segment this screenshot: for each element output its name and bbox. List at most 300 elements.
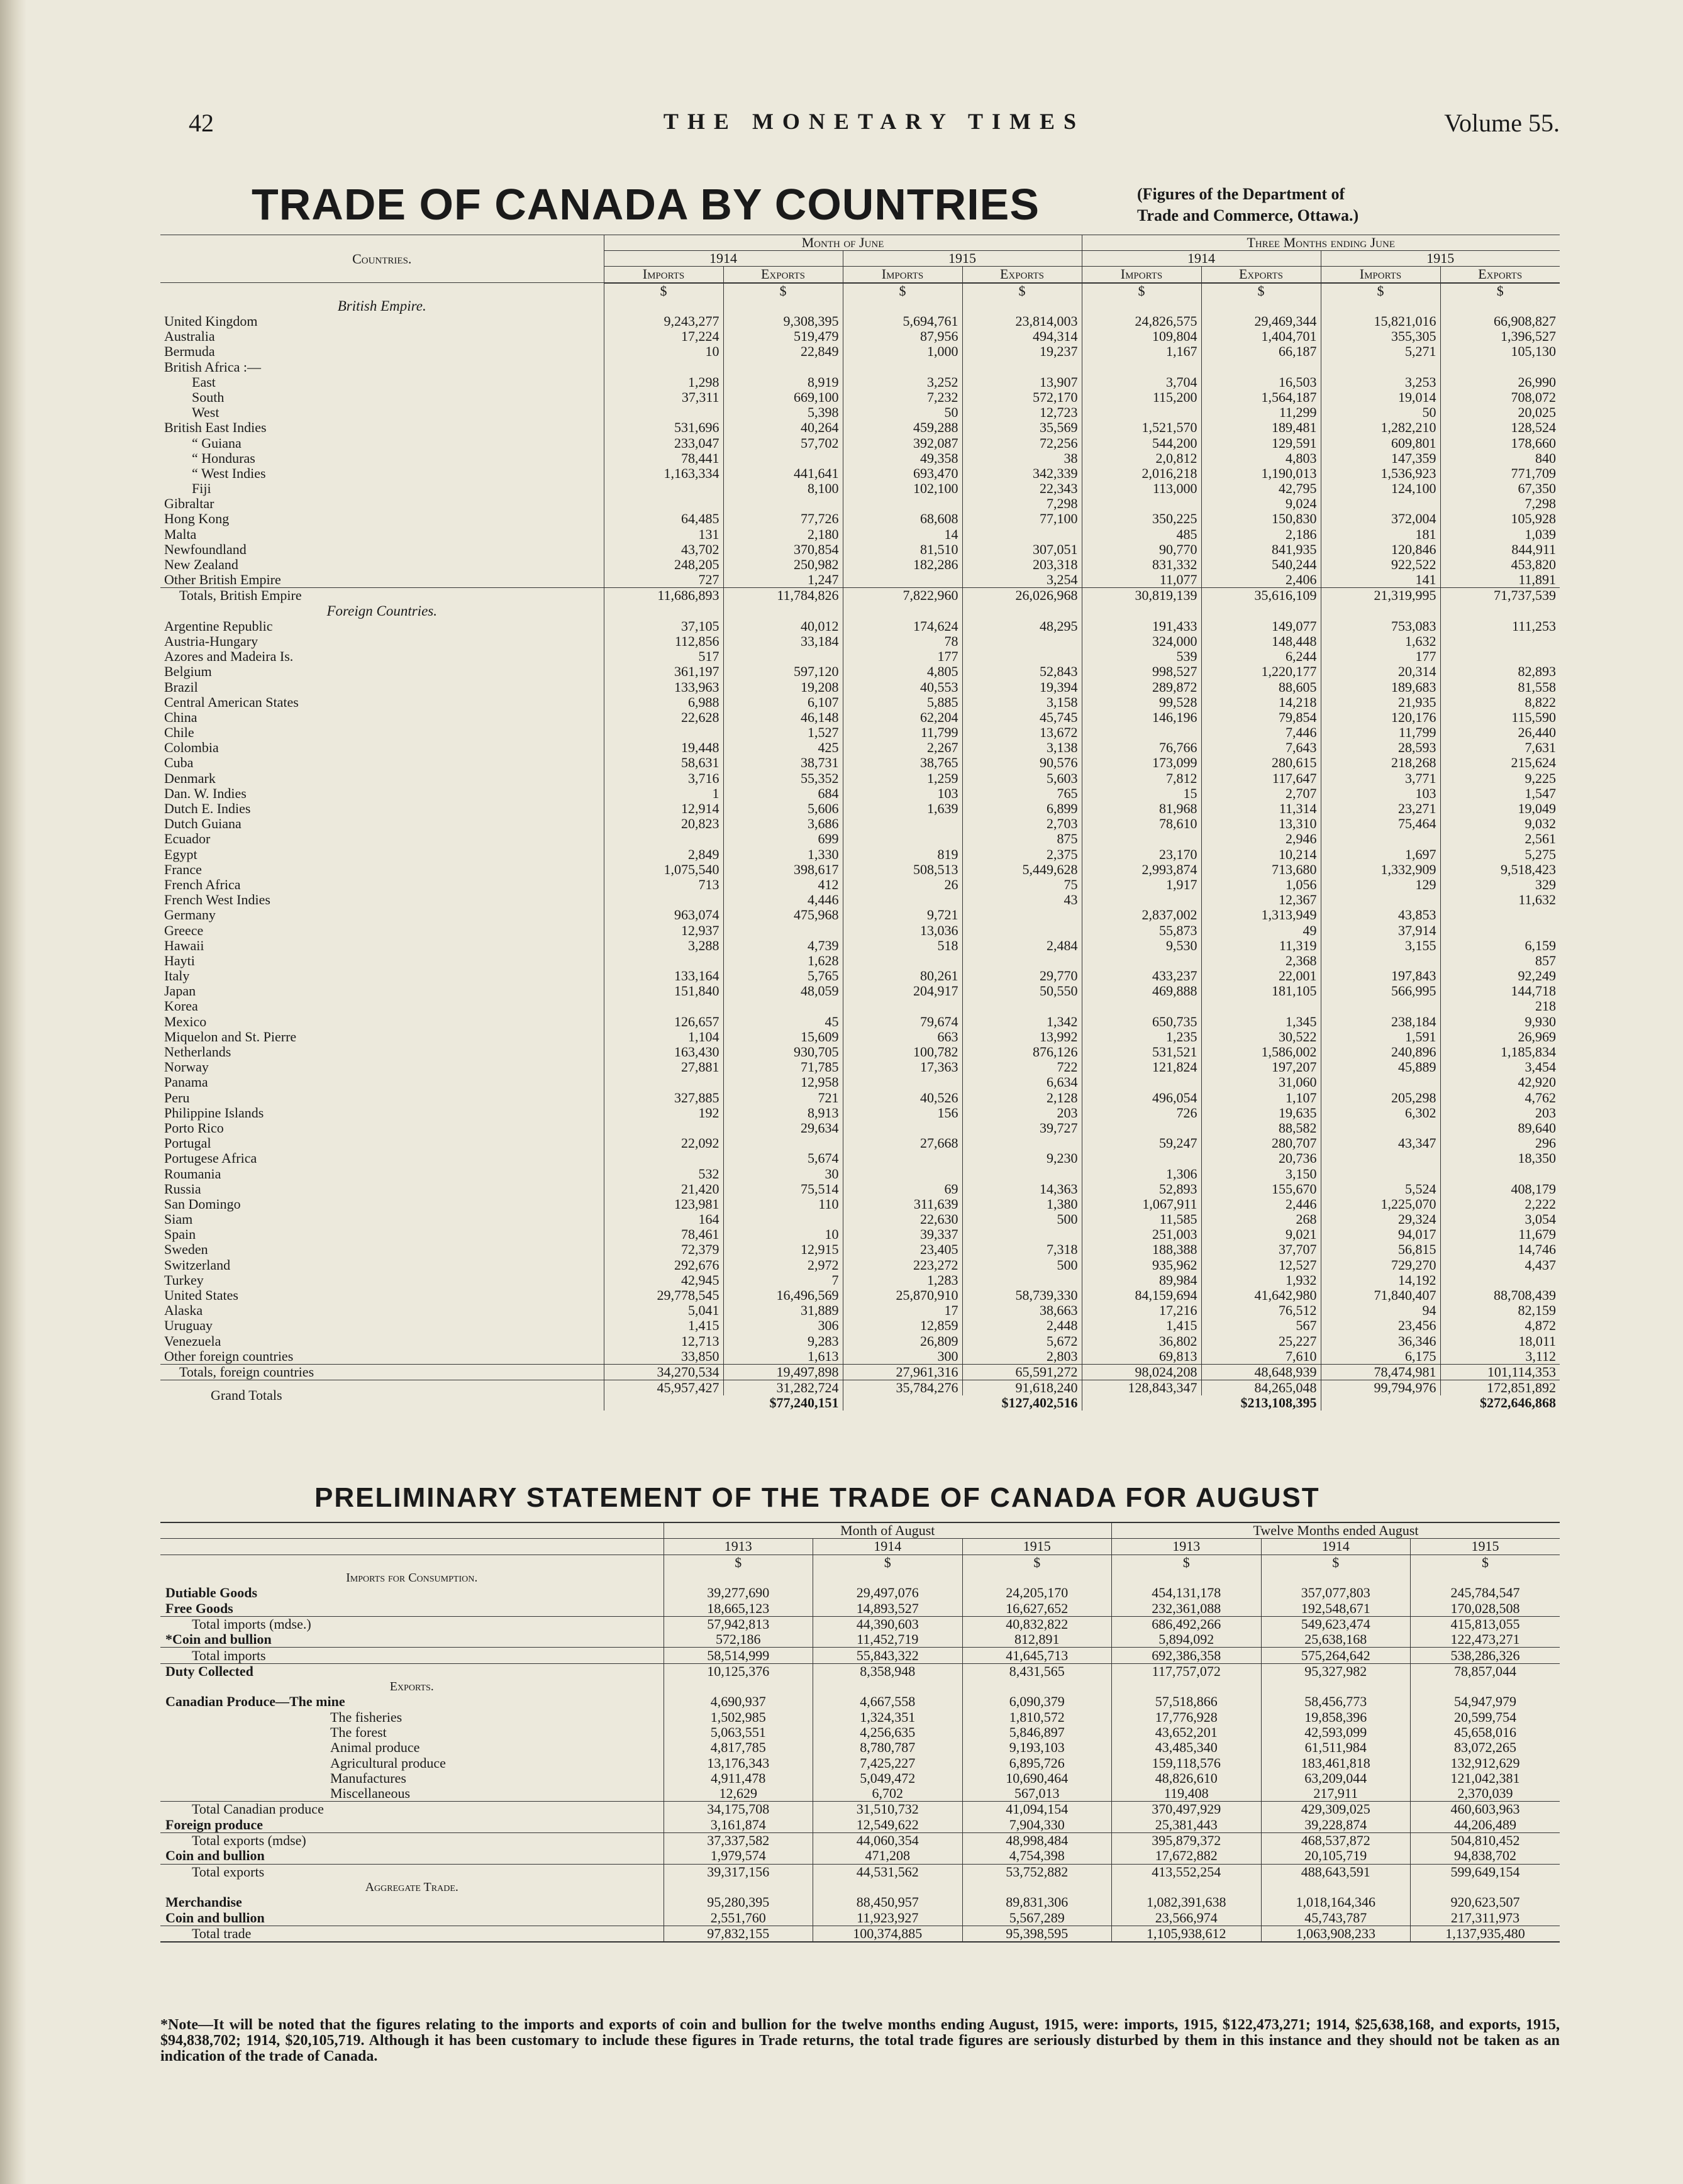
table-row	[160, 405, 1560, 420]
table-cell: 40,012	[723, 619, 843, 634]
year-header: 1914	[1261, 1539, 1411, 1555]
table-cell: 75,464	[1321, 816, 1440, 831]
table-cell-blank	[1440, 299, 1560, 314]
table-row	[160, 1288, 1560, 1303]
table-cell	[604, 360, 723, 375]
table-cell: 57,942,813	[664, 1616, 813, 1632]
table-cell: 566,995	[1321, 984, 1440, 999]
table-cell: 5,672	[962, 1334, 1082, 1349]
table-cell: 109,804	[1082, 329, 1201, 344]
table-cell: 14	[843, 527, 962, 542]
table-cell: 129,591	[1201, 435, 1321, 450]
table-cell: 88,450,957	[813, 1895, 963, 1910]
total-row	[160, 1864, 1560, 1880]
table-cell	[843, 892, 962, 907]
table-cell: 7,631	[1440, 740, 1560, 755]
table-cell: 5,606	[723, 801, 843, 816]
combined-total: $127,402,516	[843, 1395, 1082, 1411]
table-cell: 121,824	[1082, 1060, 1201, 1075]
table-cell: 19,014	[1321, 390, 1440, 405]
table-cell: 99,794,976	[1321, 1380, 1440, 1396]
table-cell	[1440, 360, 1560, 375]
table-cell: 42,593,099	[1261, 1725, 1411, 1740]
table-cell: 8,919	[723, 375, 843, 390]
table-cell: 9,193,103	[962, 1740, 1112, 1755]
country-name: French Africa	[164, 877, 241, 892]
table-cell: 110	[723, 1197, 843, 1212]
footnote: *Note—It will be noted that the figures relating to the imports and exports of coin and bullion for the twelve months ending August, 1915, were: imports, 1915, $122,473,271; 1914, $25,638,168, and exports, 1915, $94,838,702; 1914, $20,105,719. Although it has been customary to include these figures in Trade returns, the total trade figures are seriously disturbed by them in this instance and they should not be taken as an indication of the trade of Canada.	[160, 2017, 1560, 2065]
trade-by-countries-body	[160, 283, 1560, 1411]
table-cell	[1321, 360, 1440, 375]
country-name: Argentine Republic	[164, 618, 273, 634]
section-heading: Imports for Consumption.	[346, 1571, 478, 1585]
table-cell	[1321, 1166, 1440, 1181]
table-cell: 84,265,048	[1201, 1380, 1321, 1396]
country-name: Roumania	[164, 1166, 221, 1182]
table-cell: 2,375	[962, 847, 1082, 862]
table-cell	[1082, 1121, 1201, 1136]
table-cell: 48,826,610	[1112, 1771, 1262, 1786]
country-name: France	[164, 862, 202, 877]
table-cell: 23,814,003	[962, 314, 1082, 329]
table-cell: 41,645,713	[962, 1648, 1112, 1663]
table-cell: 19,208	[723, 679, 843, 694]
country-name: Portugese Africa	[164, 1151, 257, 1167]
table-cell: 5,041	[604, 1303, 723, 1318]
header-row-periods	[160, 235, 1560, 251]
totals-row	[160, 1364, 1560, 1380]
table-cell	[723, 451, 843, 466]
row-label: Dutiable Goods	[165, 1585, 258, 1601]
table-cell: 66,187	[1201, 344, 1321, 359]
table-cell: 151,840	[604, 984, 723, 999]
table-cell	[962, 1136, 1082, 1151]
table-row	[160, 1755, 1560, 1770]
table-cell	[962, 999, 1082, 1014]
table-cell: 65,591,272	[962, 1364, 1082, 1380]
table-cell: 41,642,980	[1201, 1288, 1321, 1303]
table-cell: 307,051	[962, 542, 1082, 557]
table-cell: 765	[962, 786, 1082, 801]
table-cell: 9,230	[962, 1151, 1082, 1166]
table-cell: 844,911	[1440, 542, 1560, 557]
table-cell: 11,452,719	[813, 1632, 963, 1648]
table-row	[160, 1740, 1560, 1755]
table-cell: 15	[1082, 786, 1201, 801]
table-row	[160, 360, 1560, 375]
table-cell: 2,186	[1201, 527, 1321, 542]
table-cell	[604, 831, 723, 846]
table-row	[160, 1166, 1560, 1181]
table-cell: 76,512	[1201, 1303, 1321, 1318]
table-cell: 19,237	[962, 344, 1082, 359]
table-cell: 177	[843, 649, 962, 664]
table-cell	[962, 634, 1082, 649]
row-label-blank	[160, 1555, 664, 1570]
table-cell	[843, 1166, 962, 1181]
country-name: Central American States	[164, 694, 299, 710]
table-cell: 4,872	[1440, 1318, 1560, 1333]
table-cell: 30,819,139	[1082, 588, 1201, 604]
table-cell-blank	[604, 299, 723, 314]
table-cell: 699	[723, 831, 843, 846]
table-cell: 1,591	[1321, 1029, 1440, 1045]
table-cell: 19,049	[1440, 801, 1560, 816]
table-cell: 88,582	[1201, 1121, 1321, 1136]
table-cell	[1082, 953, 1201, 968]
country-name: Egypt	[164, 846, 197, 862]
table-cell: 454,131,178	[1112, 1585, 1262, 1600]
table-cell: 2,803	[962, 1349, 1082, 1365]
table-row	[160, 831, 1560, 846]
table-row	[160, 892, 1560, 907]
table-cell: 300	[843, 1349, 962, 1365]
table-cell: 39,317,156	[664, 1864, 813, 1880]
exports-header: Exports	[1440, 267, 1560, 283]
total-row	[160, 1832, 1560, 1848]
country-name: Switzerland	[164, 1257, 231, 1273]
country-name: Newfoundland	[164, 541, 247, 557]
table-cell: 1,536,923	[1321, 466, 1440, 481]
table-cell: 425	[723, 740, 843, 755]
table-cell: 87,956	[843, 329, 962, 344]
table-cell: 1,932	[1201, 1273, 1321, 1288]
table-row	[160, 923, 1560, 938]
section-heading: British Empire.	[337, 298, 426, 314]
table-row	[160, 1227, 1560, 1242]
dollar-sign: $	[1440, 283, 1560, 299]
country-name: Bermuda	[164, 344, 215, 360]
table-cell	[962, 1227, 1082, 1242]
table-cell: 12,629	[664, 1786, 813, 1802]
table-cell: 54,947,979	[1411, 1694, 1560, 1709]
table-cell: 203	[962, 1106, 1082, 1121]
table-cell: 14,893,527	[813, 1600, 963, 1616]
table-cell: 3,716	[604, 771, 723, 786]
table-cell: 1,082,391,638	[1112, 1895, 1262, 1910]
table-cell: 1,063,908,233	[1261, 1926, 1411, 1942]
table-cell: 21,319,995	[1321, 588, 1440, 604]
table-cell	[843, 831, 962, 846]
section-heading: Aggregate Trade.	[365, 1880, 458, 1894]
table-cell: 812,891	[962, 1632, 1112, 1648]
table-cell: 5,271	[1321, 344, 1440, 359]
table-cell: 2,128	[962, 1090, 1082, 1106]
table-cell: 189,481	[1201, 420, 1321, 435]
table-cell: 26	[843, 877, 962, 892]
august-trade-body	[160, 1555, 1560, 1942]
table-cell: 1,547	[1440, 786, 1560, 801]
table-cell: 1,163,334	[604, 466, 723, 481]
table-cell	[604, 405, 723, 420]
table-cell: 23,405	[843, 1242, 962, 1257]
table-cell	[1201, 999, 1321, 1014]
section-heading: Foreign Countries.	[326, 603, 437, 619]
table-cell: 81,968	[1082, 801, 1201, 816]
table-cell: 205,298	[1321, 1090, 1440, 1106]
table-cell: 471,208	[813, 1848, 963, 1864]
table-row	[160, 725, 1560, 740]
year-header: 1914	[604, 251, 843, 267]
table-cell: 44,060,354	[813, 1832, 963, 1848]
table-cell: 1,056	[1201, 877, 1321, 892]
table-row	[160, 344, 1560, 359]
table-cell: 721	[723, 1090, 843, 1106]
table-row	[160, 695, 1560, 710]
year-header: 1915	[1411, 1539, 1560, 1555]
table-cell	[604, 999, 723, 1014]
table-cell: 113,000	[1082, 481, 1201, 496]
running-head	[189, 108, 1560, 146]
section-heading-row	[160, 1679, 1560, 1694]
country-name: Netherlands	[164, 1044, 231, 1060]
table-cell: 197,207	[1201, 1060, 1321, 1075]
table-cell-blank	[723, 299, 843, 314]
table-cell: 37,311	[604, 390, 723, 405]
table-cell: 475,968	[723, 907, 843, 923]
table-cell: 684	[723, 786, 843, 801]
table-cell: 342,339	[962, 466, 1082, 481]
table-cell: 7,610	[1201, 1349, 1321, 1365]
table-cell: 4,817,785	[664, 1740, 813, 1755]
country-name: Cuba	[164, 755, 194, 771]
table-row	[160, 786, 1560, 801]
table-cell: 112,856	[604, 634, 723, 649]
table-cell: 1,639	[843, 801, 962, 816]
table-cell: 5,846,897	[962, 1725, 1112, 1740]
table-cell: 52,843	[962, 664, 1082, 679]
table-cell: 24,205,170	[962, 1585, 1112, 1600]
table-cell: 5,674	[723, 1151, 843, 1166]
table-cell: 395,879,372	[1112, 1832, 1262, 1848]
table-cell	[1440, 1166, 1560, 1181]
table-cell-blank	[1112, 1679, 1262, 1694]
table-cell: 663	[843, 1029, 962, 1045]
table-cell: 76,766	[1082, 740, 1201, 755]
august-header-blank	[160, 1539, 664, 1555]
table-cell: 55,352	[723, 771, 843, 786]
table-cell: 453,820	[1440, 557, 1560, 572]
table-cell: 42,945	[604, 1273, 723, 1288]
table-cell: 504,810,452	[1411, 1832, 1560, 1848]
country-name: New Zealand	[164, 557, 238, 573]
table-cell: 77,100	[962, 511, 1082, 526]
table-row	[160, 1318, 1560, 1333]
table-cell: 686,492,266	[1112, 1616, 1262, 1632]
table-cell: 132,912,629	[1411, 1755, 1560, 1770]
table-cell: 22,849	[723, 344, 843, 359]
table-cell	[962, 649, 1082, 664]
table-cell: 930,705	[723, 1045, 843, 1060]
source-note-line-2: Trade and Commerce, Ottawa.)	[1137, 206, 1359, 224]
table-cell: 22,630	[843, 1212, 962, 1227]
table-cell: 6,244	[1201, 649, 1321, 664]
table-row	[160, 740, 1560, 755]
table-cell	[1321, 953, 1440, 968]
table-cell-blank	[813, 1679, 963, 1694]
table-cell: 5,603	[962, 771, 1082, 786]
table-cell: 485	[1082, 527, 1201, 542]
table-cell: 538,286,326	[1411, 1648, 1560, 1663]
table-cell	[1082, 892, 1201, 907]
exports-header: Exports	[1201, 267, 1321, 283]
table-cell: 31,282,724	[723, 1380, 843, 1396]
table-cell: 692,386,358	[1112, 1648, 1262, 1663]
country-name: Russia	[164, 1181, 201, 1197]
table-cell: 3,150	[1201, 1166, 1321, 1181]
table-cell: 9,243,277	[604, 314, 723, 329]
table-cell: 1,502,985	[664, 1710, 813, 1725]
table-cell: 117,757,072	[1112, 1663, 1262, 1679]
table-cell: 49	[1201, 923, 1321, 938]
totals-label: Totals, foreign countries	[160, 1364, 604, 1380]
table-cell: 78,441	[604, 451, 723, 466]
table-cell	[1082, 1151, 1201, 1166]
row-label: The fisheries	[330, 1709, 403, 1725]
table-cell: 45	[723, 1014, 843, 1029]
table-row	[160, 390, 1560, 405]
table-cell: 1,342	[962, 1014, 1082, 1029]
table-cell	[843, 1121, 962, 1136]
table-cell: 82,159	[1440, 1303, 1560, 1318]
table-cell: 192	[604, 1106, 723, 1121]
table-cell: 1,380	[962, 1197, 1082, 1212]
table-cell: 19,448	[604, 740, 723, 755]
table-cell: 3,112	[1440, 1349, 1560, 1365]
table-cell: 9,530	[1082, 938, 1201, 953]
table-cell: 5,765	[723, 968, 843, 984]
table-cell: 144,718	[1440, 984, 1560, 999]
table-cell: 79,854	[1201, 710, 1321, 725]
table-cell: 441,641	[723, 466, 843, 481]
table-cell: 88,605	[1201, 679, 1321, 694]
dollar-sign: $	[664, 1555, 813, 1570]
table-cell: 37,337,582	[664, 1832, 813, 1848]
country-name: Australia	[164, 329, 215, 345]
dollar-sign: $	[1082, 283, 1201, 299]
table-cell: 115,200	[1082, 390, 1201, 405]
table-cell	[1440, 1273, 1560, 1288]
table-cell: 5,694,761	[843, 314, 962, 329]
table-cell: 26,440	[1440, 725, 1560, 740]
dollar-sign: $	[723, 283, 843, 299]
table-cell: 22,628	[604, 710, 723, 725]
table-cell: 1,586,002	[1201, 1045, 1321, 1060]
table-cell-blank	[664, 1679, 813, 1694]
table-cell-blank	[1112, 1570, 1262, 1585]
table-cell-blank	[962, 1880, 1112, 1895]
table-cell: 16,503	[1201, 375, 1321, 390]
table-cell: 1,220,177	[1201, 664, 1321, 679]
table-cell: 361,197	[604, 664, 723, 679]
table-cell: 62,204	[843, 710, 962, 725]
table-cell: 13,672	[962, 725, 1082, 740]
country-name: Hawaii	[164, 938, 204, 953]
row-label: Merchandise	[165, 1895, 242, 1910]
table-cell: 181,105	[1201, 984, 1321, 999]
table-cell: 94,017	[1321, 1227, 1440, 1242]
table-cell: 75	[962, 877, 1082, 892]
table-cell-blank	[1440, 604, 1560, 619]
table-cell: 155,670	[1201, 1182, 1321, 1197]
table-cell: 2,368	[1201, 953, 1321, 968]
table-cell: 29,497,076	[813, 1585, 963, 1600]
table-cell: 29,324	[1321, 1212, 1440, 1227]
table-cell: 21,935	[1321, 695, 1440, 710]
table-cell: 38,663	[962, 1303, 1082, 1318]
table-cell: 88,708,439	[1440, 1288, 1560, 1303]
source-note	[1137, 184, 1527, 226]
table-cell: 50,550	[962, 984, 1082, 999]
table-cell: 215,624	[1440, 755, 1560, 770]
table-cell: 857	[1440, 953, 1560, 968]
table-cell: 1,521,570	[1082, 420, 1201, 435]
table-row	[160, 664, 1560, 679]
table-cell: 4,256,635	[813, 1725, 963, 1740]
table-cell: 1,527	[723, 725, 843, 740]
table-cell: 496,054	[1082, 1090, 1201, 1106]
table-cell: 40,264	[723, 420, 843, 435]
country-name: French West Indies	[164, 892, 270, 908]
table-cell: 29,634	[723, 1121, 843, 1136]
country-name: Mexico	[164, 1014, 207, 1029]
table-cell: 203,318	[962, 557, 1082, 572]
table-cell: 148,448	[1201, 634, 1321, 649]
table-cell: 3,155	[1321, 938, 1440, 953]
table-cell: 12,713	[604, 1334, 723, 1349]
table-cell: 10	[723, 1227, 843, 1242]
table-cell: 324,000	[1082, 634, 1201, 649]
table-cell: 23,170	[1082, 847, 1201, 862]
table-cell-blank	[723, 604, 843, 619]
table-cell: 1,190,013	[1201, 466, 1321, 481]
table-cell: 48,648,939	[1201, 1364, 1321, 1380]
table-cell: 28,593	[1321, 740, 1440, 755]
table-cell-blank	[962, 604, 1082, 619]
country-name: Venezuela	[164, 1333, 221, 1349]
table-cell: 306	[723, 1318, 843, 1333]
table-cell	[604, 1075, 723, 1090]
row-label: Total trade	[160, 1926, 664, 1942]
table-cell	[962, 1166, 1082, 1181]
table-cell: 3,161,874	[664, 1817, 813, 1833]
table-cell: 572,170	[962, 390, 1082, 405]
table-cell: 7,298	[962, 496, 1082, 511]
table-cell: 92,249	[1440, 968, 1560, 984]
table-cell: 11,923,927	[813, 1910, 963, 1926]
dollar-sign: $	[813, 1555, 963, 1570]
table-cell: 43,347	[1321, 1136, 1440, 1151]
table-cell: 173,099	[1082, 755, 1201, 770]
table-cell: 95,398,595	[962, 1926, 1112, 1942]
table-cell: 4,690,937	[664, 1694, 813, 1709]
table-cell: 519,479	[723, 329, 843, 344]
table-cell-blank	[1411, 1570, 1560, 1585]
dollar-sign: $	[1112, 1555, 1262, 1570]
table-cell	[604, 953, 723, 968]
table-cell: 240,896	[1321, 1045, 1440, 1060]
country-name: Dutch Guiana	[164, 816, 242, 832]
table-cell: 39,727	[962, 1121, 1082, 1136]
table-cell	[1440, 649, 1560, 664]
table-cell: 1,235	[1082, 1029, 1201, 1045]
table-row	[160, 1212, 1560, 1227]
table-cell: 1,345	[1201, 1014, 1321, 1029]
table-cell	[1082, 999, 1201, 1014]
table-cell: 170,028,508	[1411, 1600, 1560, 1616]
table-cell	[1321, 831, 1440, 846]
table-cell	[843, 999, 962, 1014]
